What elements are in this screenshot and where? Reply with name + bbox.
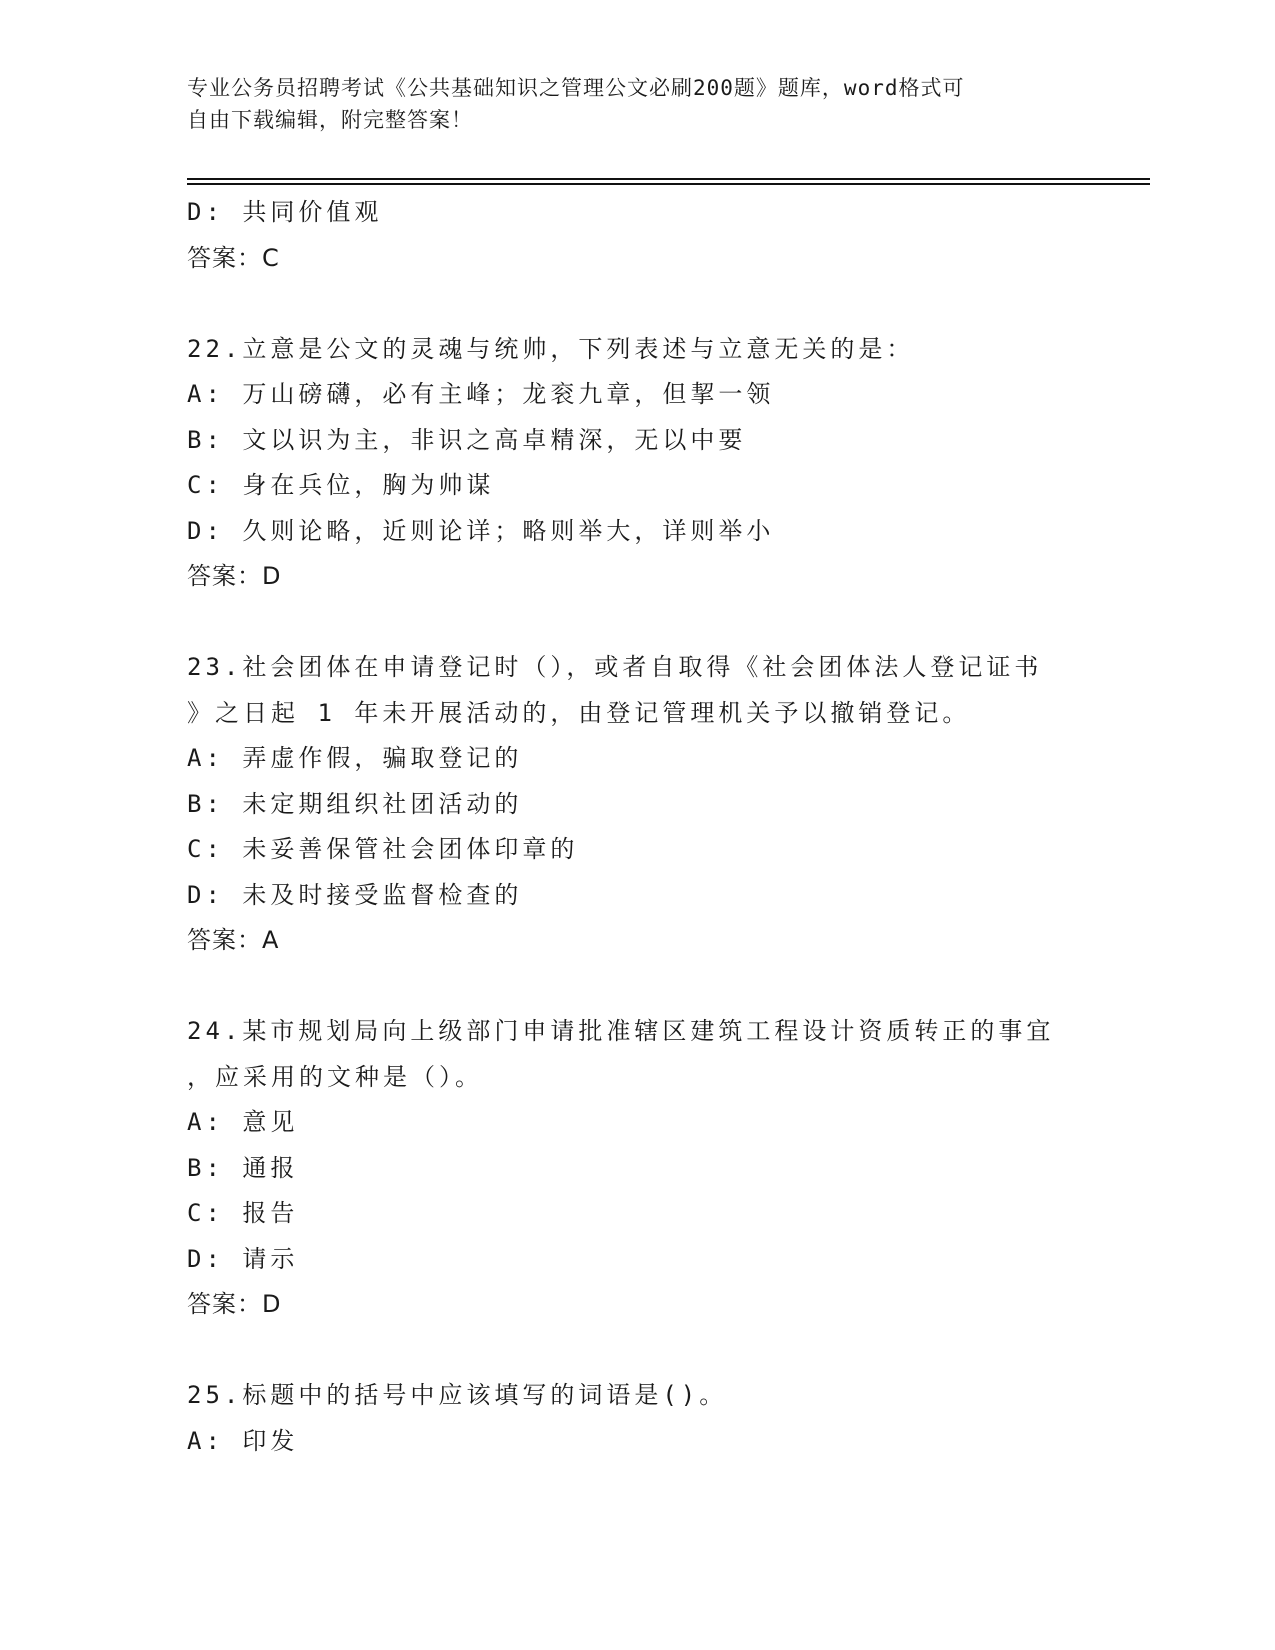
option-d: D: 未及时接受监督检查的 <box>187 880 523 909</box>
answer: 答案：C <box>187 243 280 272</box>
option-a: A: 意见 <box>187 1108 299 1136</box>
question-stem: 24.某市规划局向上级部门申请批准辖区建筑工程设计资质转正的事宜 <box>187 1017 1055 1045</box>
answer: 答案：D <box>187 562 282 590</box>
option-a: A: 印发 <box>187 1426 299 1455</box>
header-divider-bottom <box>187 183 1150 185</box>
option-c: C: 报告 <box>187 1199 299 1227</box>
answer: 答案：D <box>187 1290 282 1318</box>
question-stem: 22.立意是公文的灵魂与统帅，下列表述与立意无关的是： <box>187 334 915 363</box>
option-a: A: 万山磅礴，必有主峰；龙衮九章，但挈一领 <box>187 380 775 408</box>
question-stem-continued: ，应采用的文种是（）。 <box>187 1062 483 1091</box>
option-b: B: 未定期组织社团活动的 <box>187 789 523 818</box>
answer: 答案：A <box>187 926 280 954</box>
question-stem: 23.社会团体在申请登记时（），或者自取得《社会团体法人登记证书 <box>187 653 1043 681</box>
question-stem-continued: 》之日起 1 年未开展活动的，由登记管理机关予以撤销登记。 <box>187 698 971 727</box>
option-d: D: 共同价值观 <box>187 198 383 226</box>
option-d: D: 请示 <box>187 1244 299 1273</box>
question-24 <box>187 1009 1087 1328</box>
header-line-2: 自由下载编辑，附完整答案！ <box>187 108 473 132</box>
header-divider-top <box>187 178 1150 180</box>
question-22 <box>187 327 1087 600</box>
option-d: D: 久则论略，近则论详；略则举大，详则举小 <box>187 516 775 545</box>
question-content <box>187 190 1087 1464</box>
option-c: C: 未妥善保管社会团体印章的 <box>187 835 579 863</box>
document-header <box>187 72 1087 136</box>
option-b: B: 通报 <box>187 1153 299 1182</box>
option-b: B: 文以识为主，非识之高卓精深，无以中要 <box>187 425 747 454</box>
option-a: A: 弄虚作假，骗取登记的 <box>187 744 523 772</box>
question-23 <box>187 645 1087 964</box>
option-c: C: 身在兵位，胸为帅谋 <box>187 471 495 499</box>
question-stem: 25.标题中的括号中应该填写的词语是()。 <box>187 1381 728 1409</box>
question-25 <box>187 1373 1087 1464</box>
header-line-1: 专业公务员招聘考试《公共基础知识之管理公文必刷200题》题库，word格式可 <box>187 76 965 100</box>
